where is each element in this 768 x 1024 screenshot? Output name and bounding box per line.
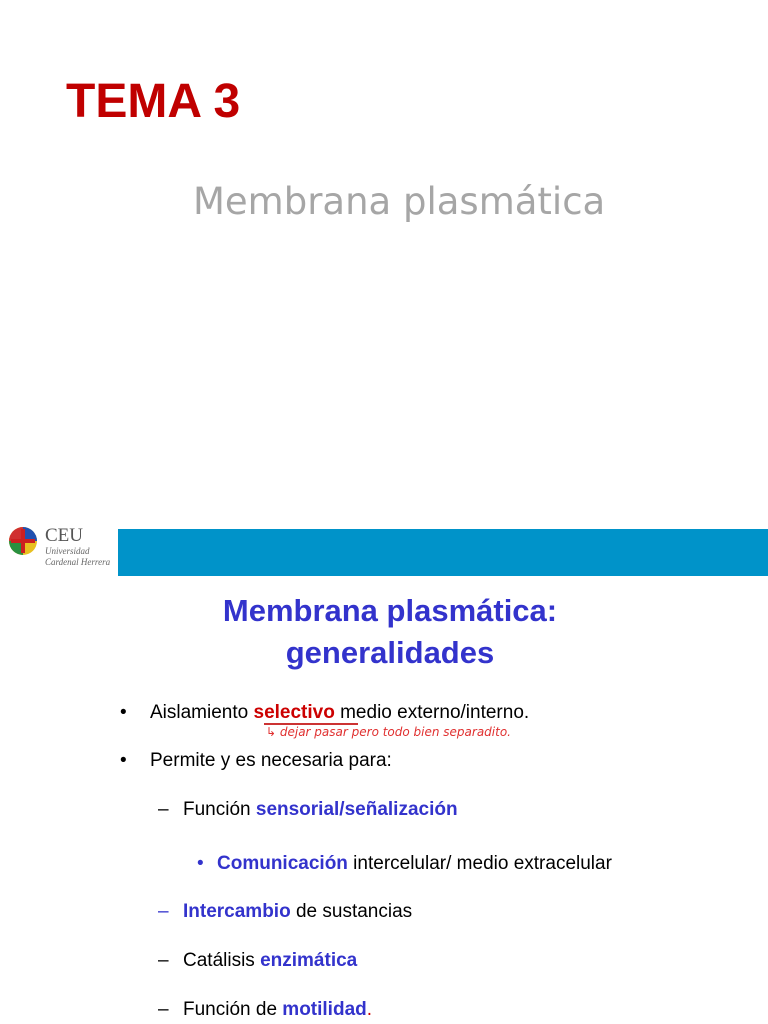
sub-item-4: – Función de motilidad. [158,999,373,1020]
sub-item-1-highlight: sensorial/señalización [255,799,458,820]
sub-item-2-text: de sustancias [290,901,413,922]
sub-item-4-highlight: motilidad [282,999,367,1020]
university-logo [8,518,118,578]
bullet-1-highlight: selectivo [253,702,335,723]
sub-item-2-highlight: Intercambio [183,901,291,922]
title-line-2: generalidades [285,635,495,670]
sub-item-1: – Función sensorial/señalización [158,799,458,820]
title-line-1: Membrana plasmática: [222,593,558,628]
logo-line1: Universidad [45,546,90,556]
sub-sub-item-1-text: intercelular/ medio extracelular [347,853,612,874]
logo-text [45,526,110,568]
slide-subtitle: Membrana plasmática [193,180,606,223]
sub-item-3-text: Catálisis [183,950,261,971]
bullet-2: • Permite y es necesaria para: [120,750,392,771]
ceu-emblem-icon [8,526,38,556]
sub-item-2: – Intercambio de sustancias [158,901,413,922]
slide-title: TEMA 3 [66,75,241,128]
sub-item-4-text: Función de [183,999,283,1020]
logo-name: CEU [45,525,83,546]
header-band [118,529,768,576]
sub-sub-item-1: • Comunicación intercelular/ medio extracelular [197,853,612,874]
sub-sub-item-1-highlight: Comunicación [217,853,348,874]
sub-item-3: – Catálisis enzimática [158,950,358,971]
bullet-2-text: Permite y es necesaria para: [150,750,392,771]
bullet-1-text-after: medio externo/interno. [334,702,530,723]
sub-item-4-period: . [366,999,373,1020]
bullet-1-text: Aislamiento [150,702,254,723]
sub-item-3-highlight: enzimática [260,950,358,971]
slide-2-title [120,590,660,674]
handwritten-note: ↳ dejar pasar pero todo bien separadito. [266,725,511,739]
logo-line2: Cardenal Herrera [45,557,111,567]
slide-2 [0,512,768,1024]
sub-item-1-text: Función [183,799,256,820]
bullet-1: • Aislamiento selectivo medio externo/interno. [120,702,530,723]
